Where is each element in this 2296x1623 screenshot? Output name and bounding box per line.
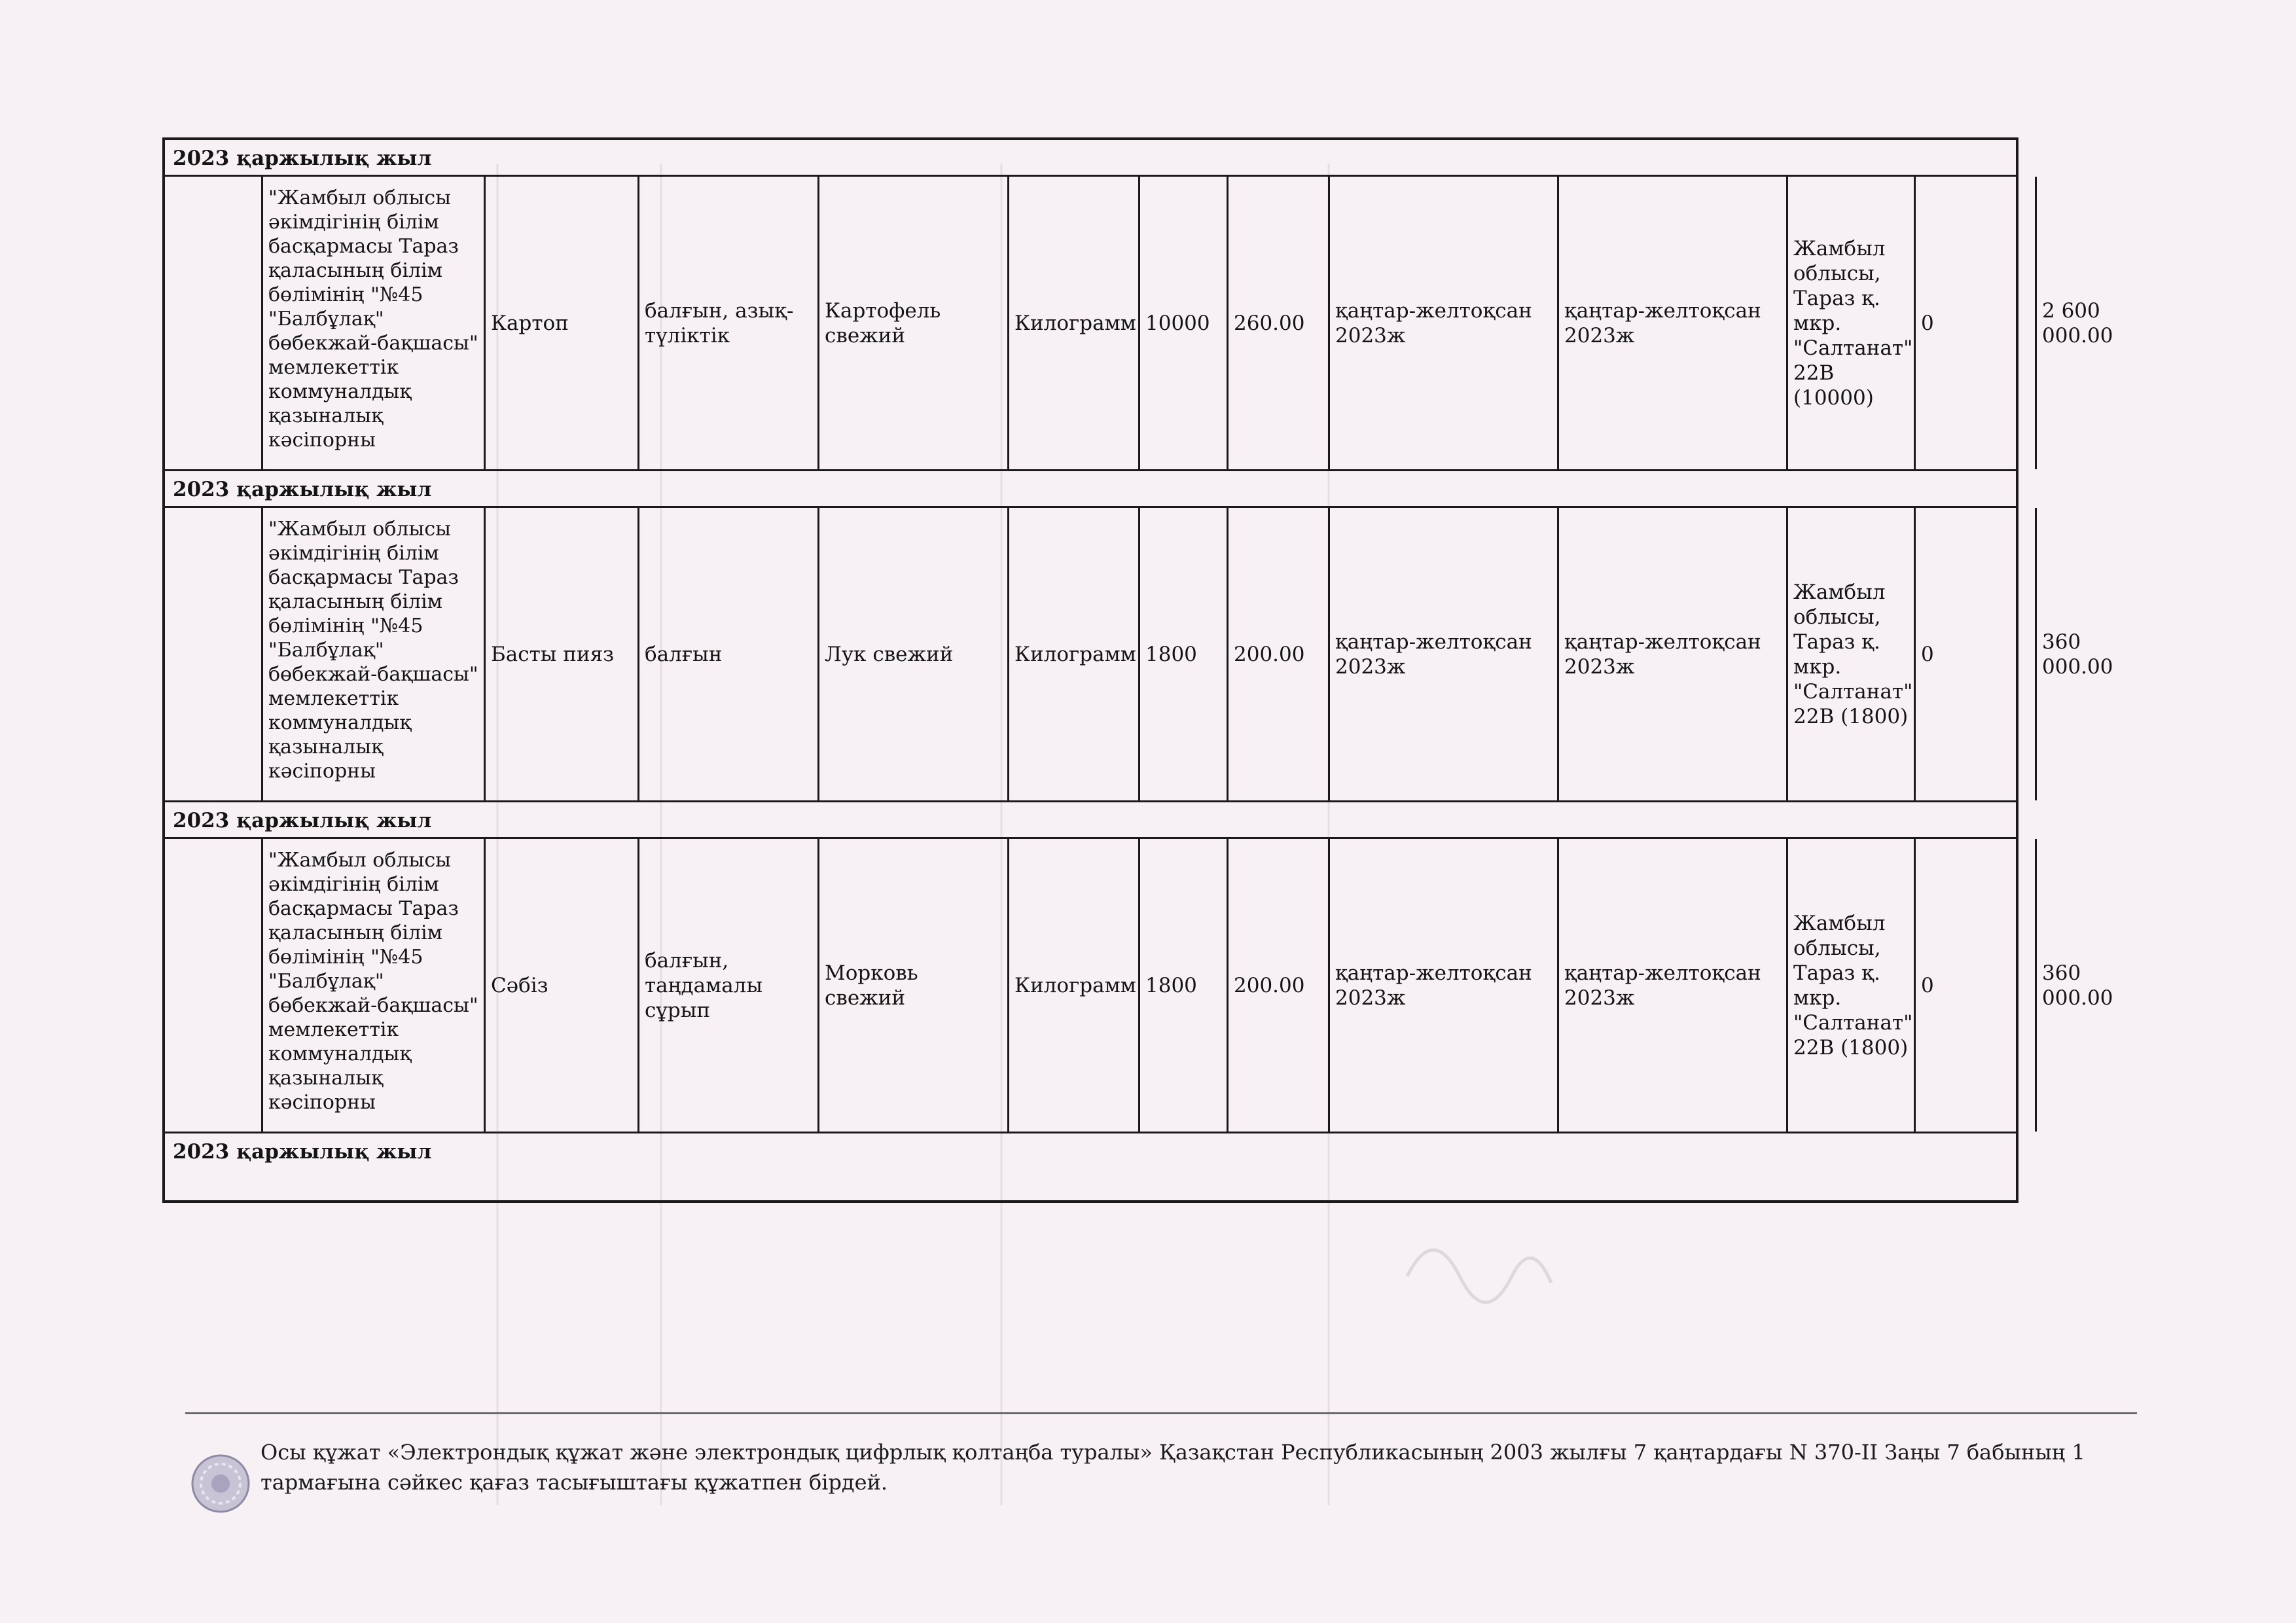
organization-cell: "Жамбыл облысы әкімдігінің білім басқармасы Тараз қаласының білім бөлімінің "№45 "Балбұлақ" бөбекжай-бақшасы" мемлекеттік коммуналдық қазыналық кәсіпорны: [263, 839, 486, 1132]
item-kz-cell: Басты пияз: [486, 508, 639, 800]
period-cell: қаңтар-желтоқсан 2023ж: [1559, 508, 1788, 800]
advance-cell: 0: [1916, 177, 2037, 469]
fiscal-year-header: 2023 қаржылық жыл: [165, 471, 2016, 508]
quantity-cell: 1800: [1140, 508, 1229, 800]
unit-cell: Килограмм: [1009, 508, 1140, 800]
fiscal-year-header: 2023 қаржылық жыл: [165, 802, 2016, 839]
price-cell: 200.00: [1229, 508, 1330, 800]
item-kz-cell: Картоп: [486, 177, 639, 469]
item-ru-cell: Картофель свежий: [819, 177, 1009, 469]
description-cell: балғын, азық-түліктік: [639, 177, 819, 469]
row-number-cell: [165, 508, 263, 800]
quantity-cell: 10000: [1140, 177, 1229, 469]
organization-cell: "Жамбыл облысы әкімдігінің білім басқармасы Тараз қаласының білім бөлімінің "№45 "Балбұлақ" бөбекжай-бақшасы" мемлекеттік коммуналдық қазыналық кәсіпорны: [263, 508, 486, 800]
period-cell: қаңтар-желтоқсан 2023ж: [1330, 508, 1559, 800]
item-kz-cell: Сәбіз: [486, 839, 639, 1132]
delivery-location-cell: Жамбыл облысы, Тараз қ. мкр. "Салтанат" 22В (1800): [1788, 508, 1916, 800]
fiscal-year-header: 2023 қаржылық жыл: [173, 1140, 432, 1164]
row-number-cell: [165, 177, 263, 469]
amount-cell: 360 000.00: [2042, 630, 2113, 679]
description-cell: балғын: [639, 508, 819, 800]
table-row: [165, 839, 2113, 1133]
delivery-location-cell: Жамбыл облысы, Тараз қ. мкр. "Салтанат" 22В (10000): [1788, 177, 1916, 469]
unit-cell: Килограмм: [1009, 839, 1140, 1132]
organization-cell: "Жамбыл облысы әкімдігінің білім басқармасы Тараз қаласының білім бөлімінің "№45 "Балбұлақ" бөбекжай-бақшасы" мемлекеттік коммуналдық қазыналық кәсіпорны: [263, 177, 486, 469]
row-number-cell: [165, 839, 263, 1132]
price-cell: 260.00: [1229, 177, 1330, 469]
delivery-location-cell: Жамбыл облысы, Тараз қ. мкр. "Салтанат" 22В (1800): [1788, 839, 1916, 1132]
footer-divider: [185, 1412, 2137, 1414]
advance-cell: 0: [1916, 508, 2037, 800]
amount-cell: 2 600 000.00: [2042, 298, 2113, 348]
fiscal-year-header: 2023 қаржылық жыл: [165, 140, 2016, 177]
period-cell: қаңтар-желтоқсан 2023ж: [1330, 177, 1559, 469]
amount-cell: 360 000.00: [2042, 961, 2113, 1010]
unit-cell: Килограмм: [1009, 177, 1140, 469]
quantity-cell: 1800: [1140, 839, 1229, 1132]
advance-cell: 0: [1916, 839, 2037, 1132]
price-cell: 200.00: [1229, 839, 1330, 1132]
table-row: [165, 508, 2113, 802]
description-cell: балғын, таңдамалы сұрып: [639, 839, 819, 1132]
period-cell: қаңтар-желтоқсан 2023ж: [1330, 839, 1559, 1132]
period-cell: қаңтар-желтоқсан 2023ж: [1559, 177, 1788, 469]
procurement-table: [162, 137, 2113, 1203]
legal-notice: Осы құжат «Электрондық құжат және электрондық цифрлық қолтаңба туралы» Қазақстан Республикасының 2003 жылғы 7 қаңтардағы N 370-II Заңы 7 бабының 1 тармағына сәйкес қағаз тасығыштағы құжатпен бірдей.: [260, 1440, 2085, 1495]
egov-seal-icon: [190, 1453, 251, 1514]
period-cell: қаңтар-желтоқсан 2023ж: [1559, 839, 1788, 1132]
table-row: [165, 177, 2113, 471]
item-ru-cell: Морковь свежий: [819, 839, 1009, 1132]
item-ru-cell: Лук свежий: [819, 508, 1009, 800]
